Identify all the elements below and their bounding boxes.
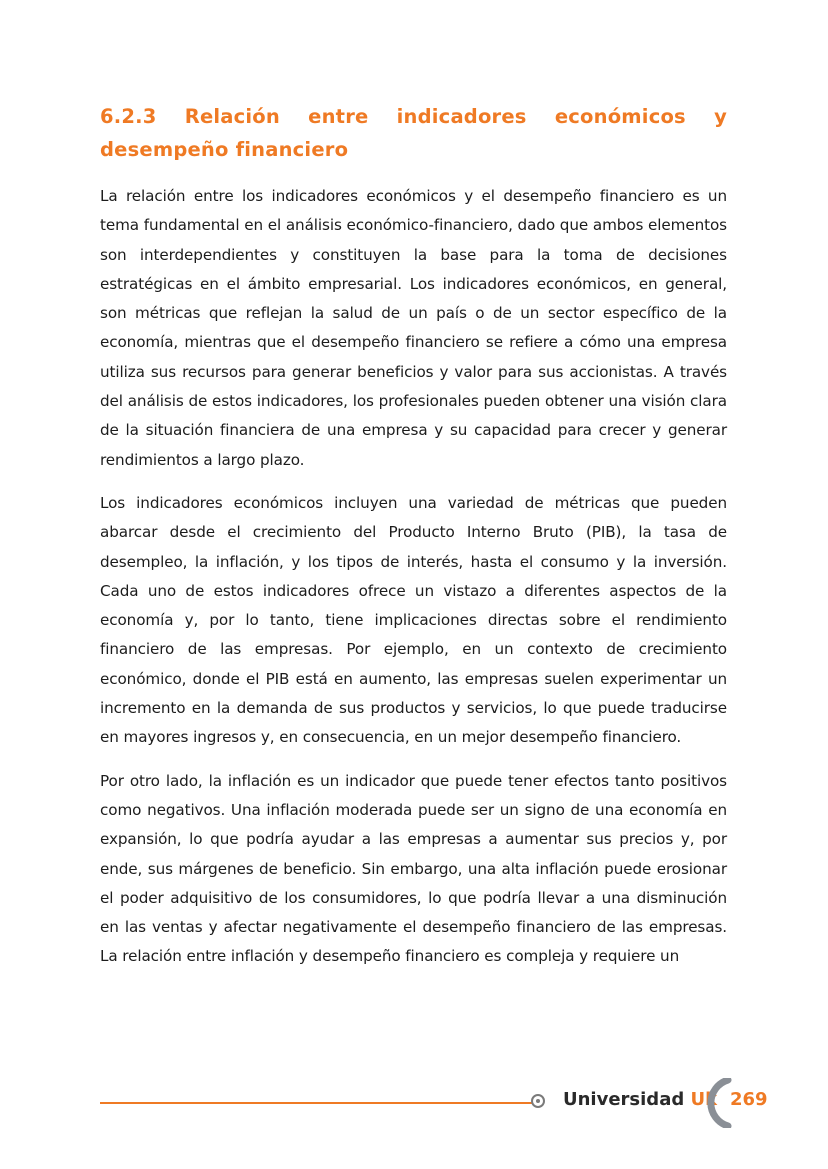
page-number: 269 — [730, 1089, 768, 1110]
section-heading: 6.2.3 Relación entre indicadores económicos y desempeño financiero — [100, 105, 727, 161]
body-paragraph-2: Los indicadores económicos incluyen una variedad de métricas que pueden abarcar desde el crecimiento del Producto Interno Bruto (PIB), la tasa de desempleo, la inflación, y los tipos de interés, hasta el consumo y la inversión. Cada uno de estos indicadores ofrece un vistazo a diferentes aspectos de la economía y, por lo tanto, tiene implicaciones directas sobre el rendimiento financiero de las empresas. Por ejemplo, en un contexto de crecimiento económico, donde el PIB está en aumento, las empresas suelen experimentar un incremento en la demanda de sus productos y servicios, lo que puede traducirse en mayores ingresos y, en consecuencia, en un mejor desempeño financiero. — [100, 493, 727, 747]
circle-dot-icon — [531, 1094, 545, 1108]
footer-brand — [563, 1089, 717, 1110]
brand-accent: Uk — [690, 1089, 718, 1110]
page-content — [100, 100, 727, 986]
page-footer — [100, 1078, 780, 1128]
brand-name: Universidad — [563, 1089, 685, 1110]
body-paragraph-3: Por otro lado, la inflación es un indicador que puede tener efectos tanto positivos como negativos. Una inflación moderada puede ser un signo de una economía en expansión, lo que podría ayudar a las empresas a aumentar sus precios y, por ende, sus márgenes de beneficio. Sin embargo, una alta inflación puede erosionar el poder adquisitivo de los consumidores, lo que podría llevar a una disminución en las ventas y afectar negativamente el desempeño financiero de las empresas. La relación entre inflación y desempeño financiero es compleja y requiere un — [100, 771, 727, 966]
body-paragraph-1: La relación entre los indicadores económicos y el desempeño financiero es un tema fundamental en el análisis económico-financiero, dado que ambos elementos son interdependientes y constituyen la base para la toma de decisiones estratégicas en el ámbito empresarial. Los indicadores económicos, en general, son métricas que reflejan la salud de un país o de un sector específico de la economía, mientras que el desempeño financiero se refiere a cómo una empresa utiliza sus recursos para generar beneficios y valor para sus accionistas. A través del análisis de estos indicadores, los profesionales pueden obtener una visión clara de la situación financiera de una empresa y su capacidad para crecer y generar rendimientos a largo plazo. — [100, 187, 727, 469]
footer-divider-line — [100, 1102, 532, 1104]
